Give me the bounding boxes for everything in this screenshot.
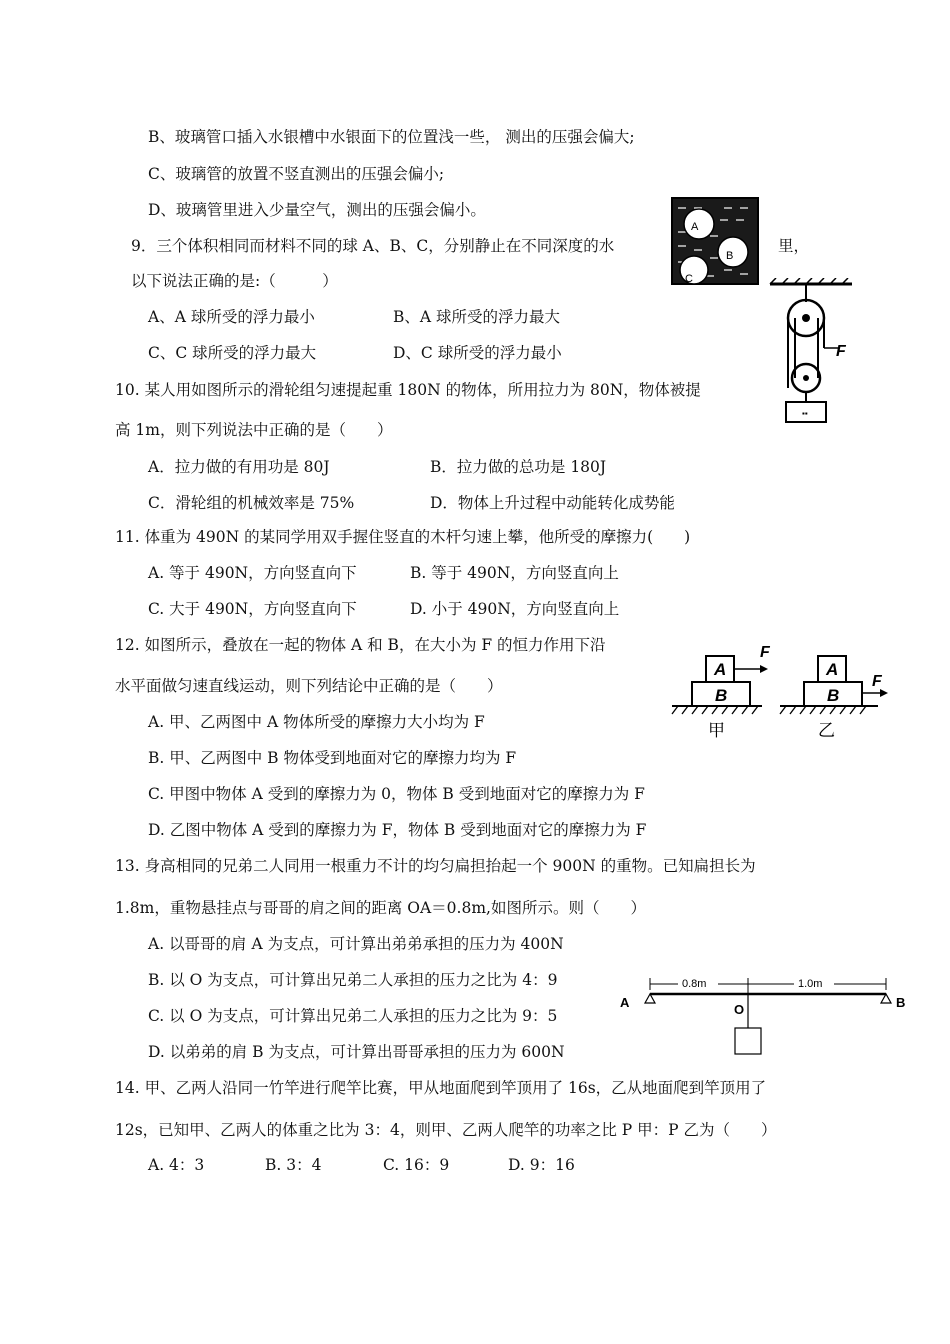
q10-stem-line1: 10. 某人用如图所示的滑轮组匀速提起重 180N 的物体，所用拉力为 80N，物体被提	[115, 381, 701, 399]
q12-option-a: A. 甲、乙两图中 A 物体所受的摩擦力大小均为 F	[148, 713, 485, 731]
yi-label: 乙	[818, 721, 835, 740]
hanging-weight	[735, 1028, 761, 1054]
svg-text:▪▪: ▪▪	[802, 409, 808, 418]
q14-option-c: C. 16：9	[383, 1156, 450, 1174]
q11-stem: 11. 体重为 490N 的某同学用双手握住竖直的木杆匀速上攀，他所受的摩擦力( )	[115, 528, 691, 546]
q9-option-a: A、A 球所受的浮力最小	[148, 308, 315, 326]
q12-option-d: D. 乙图中物体 A 受到的摩擦力为 F，物体 B 受到地面对它的摩擦力为 F	[148, 821, 647, 839]
q14-stem-line2: 12s，已知甲、乙两人的体重之比为 3：4，则甲、乙两人爬竿的功率之比 P 甲：P 乙为（ ）	[115, 1121, 777, 1139]
q9-stem-line2: 以下说法正确的是:（ ）	[131, 272, 338, 290]
ball-a	[684, 209, 714, 239]
q9-stem-line1-tail: 里，	[778, 237, 810, 255]
yi-block-a-label: A	[826, 660, 839, 679]
q9-option-b: B、A 球所受的浮力最大	[393, 308, 561, 326]
q11-option-d: D. 小于 490N，方向竖直向上	[410, 600, 620, 618]
ball-c-label: C	[685, 273, 693, 285]
q14-option-b: B. 3：4	[265, 1156, 322, 1174]
q8-option-d: D、玻璃管里进入少量空气，测出的压强会偏小。	[148, 201, 486, 219]
water-tank-balls-figure	[670, 196, 762, 288]
q13-stem-line2: 1.8m，重物悬挂点与哥哥的肩之间的距离 OA＝0.8m,如图所示。则（ ）	[115, 899, 646, 917]
q12-option-b: B. 甲、乙两图中 B 物体受到地面对它的摩擦力均为 F	[148, 749, 517, 767]
ball-a-label: A	[691, 221, 699, 233]
pole-point-o-label: O	[734, 1002, 745, 1017]
jia-force-label: F	[760, 644, 770, 661]
q9-option-c: C、C 球所受的浮力最大	[148, 344, 317, 362]
q10-stem-line2: 高 1m，则下列说法中正确的是（ ）	[115, 421, 393, 439]
q8-option-b: B、玻璃管口插入水银槽中水银面下的位置浅一些， 测出的压强会偏大;	[148, 128, 635, 146]
q12-stem-line2: 水平面做匀速直线运动，则下列结论中正确的是（ ）	[115, 677, 503, 695]
oa-length-label: 0.8m	[682, 978, 707, 990]
q10-option-b: B．拉力做的总功是 180J	[430, 458, 607, 476]
q13-option-d: D. 以弟弟的肩 B 为支点，可计算出哥哥承担的压力为 600N	[148, 1043, 565, 1061]
ob-length-label: 1.0m	[798, 978, 823, 990]
pulley-force-label: F	[836, 343, 846, 360]
stacked-blocks-figure	[668, 640, 893, 744]
q14-option-a: A. 4：3	[148, 1156, 205, 1174]
q10-option-c: C．滑轮组的机械效率是 75%	[148, 494, 355, 512]
q13-option-c: C. 以 O 为支点，可计算出兄弟二人承担的压力之比为 9：5	[148, 1007, 558, 1025]
q14-option-d: D. 9：16	[508, 1156, 575, 1174]
carrying-pole-figure	[618, 972, 910, 1058]
yi-block-b-label: B	[827, 686, 840, 705]
q12-option-c: C. 甲图中物体 A 受到的摩擦力为 0，物体 B 受到地面对它的摩擦力为 F	[148, 785, 645, 803]
q10-option-d: D．物体上升过程中动能转化成势能	[430, 494, 675, 512]
pole-point-a-label: A	[620, 995, 630, 1010]
q9-stem-line1: 9．三个体积相同而材料不同的球 A、B、C，分别静止在不同深度的水	[131, 237, 615, 255]
pulley-system-figure	[768, 278, 858, 426]
q12-stem-line1: 12. 如图所示，叠放在一起的物体 A 和 B，在大小为 F 的恒力作用下沿	[115, 636, 606, 654]
jia-block-a-label: A	[714, 660, 727, 679]
q11-option-b: B. 等于 490N，方向竖直向上	[410, 564, 619, 582]
jia-label: 甲	[708, 721, 725, 740]
q8-option-c: C、玻璃管的放置不竖直测出的压强会偏小;	[148, 165, 445, 183]
q13-option-b: B. 以 O 为支点，可计算出兄弟二人承担的压力之比为 4：9	[148, 971, 558, 989]
q13-stem-line1: 13. 身高相同的兄弟二人同用一根重力不计的均匀扁担抬起一个 900N 的重物。已知扁担长为	[115, 857, 756, 875]
q13-option-a: A. 以哥哥的肩 A 为支点，可计算出弟弟承担的压力为 400N	[148, 935, 564, 953]
yi-force-label: F	[872, 673, 882, 690]
jia-block-b-label: B	[715, 686, 728, 705]
pole-point-b-label: B	[896, 995, 906, 1010]
q11-option-a: A. 等于 490N，方向竖直向下	[148, 564, 357, 582]
q11-option-c: C. 大于 490N，方向竖直向下	[148, 600, 357, 618]
q14-stem-line1: 14. 甲、乙两人沿同一竹竿进行爬竿比赛，甲从地面爬到竿顶用了 16s，乙从地面爬到竿顶用了	[115, 1079, 767, 1097]
ball-b-label: B	[726, 250, 734, 262]
q9-option-d: D、C 球所受的浮力最小	[393, 344, 562, 362]
q10-option-a: A．拉力做的有用功是 80J	[148, 458, 330, 476]
